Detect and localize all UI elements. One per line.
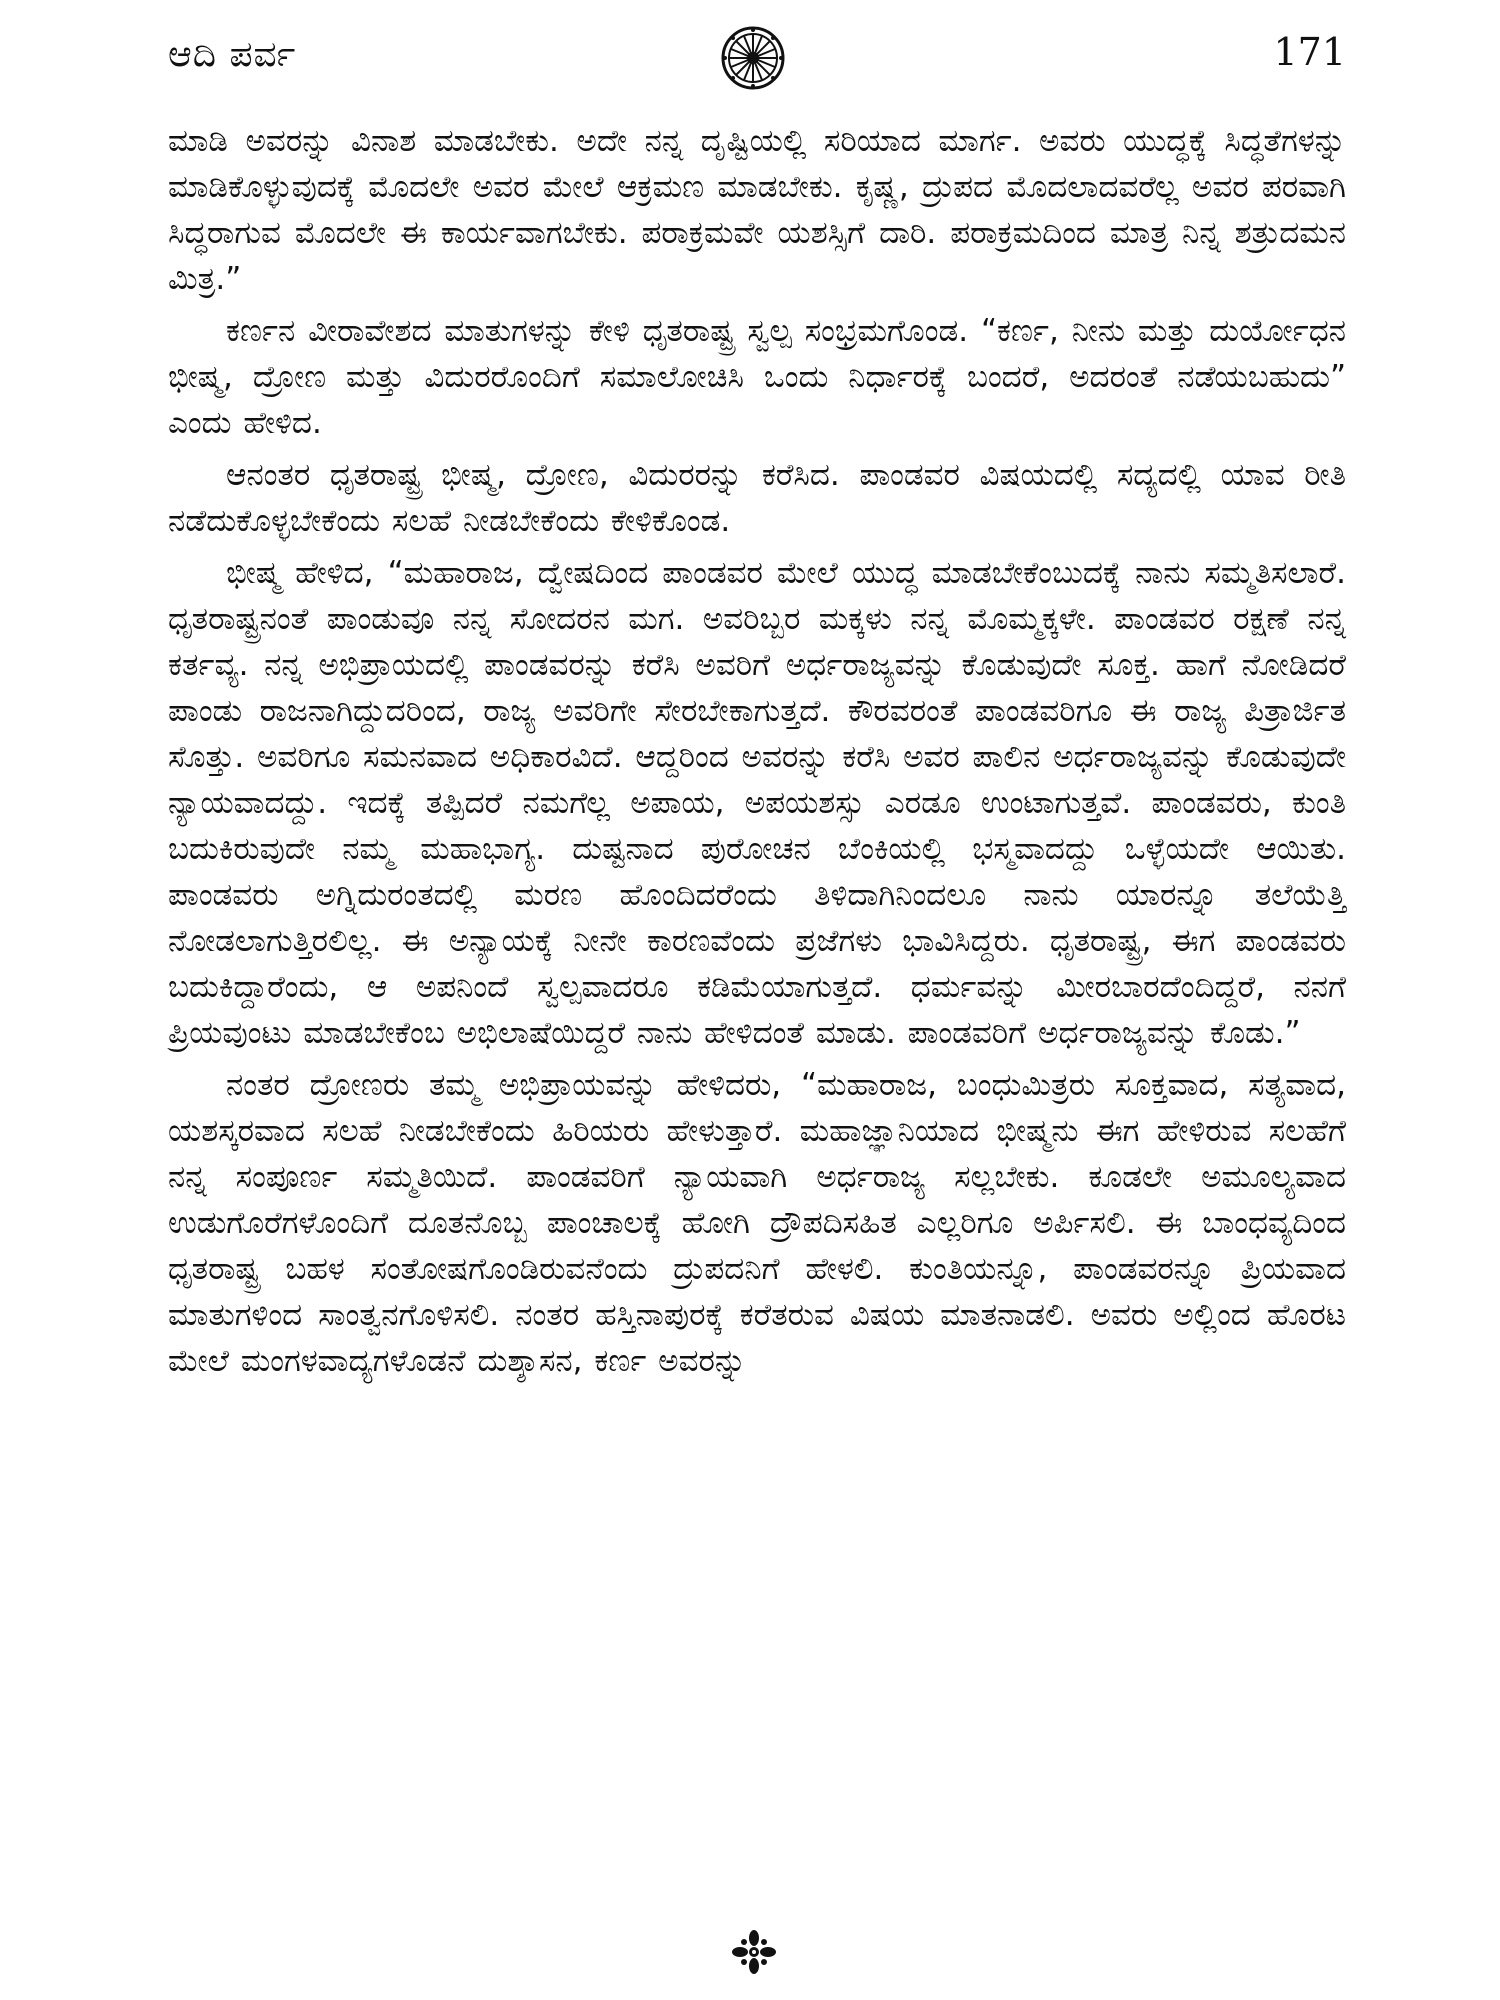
page-header	[168, 26, 1346, 96]
floral-ornament-icon	[732, 1930, 776, 1974]
paragraph: ಕರ್ಣನ ವೀರಾವೇಶದ ಮಾತುಗಳನ್ನು ಕೇಳಿ ಧೃತರಾಷ್ಟ್ರ ಸ್ವಲ್ಪ ಸಂಭ್ರಮಗೊಂಡ. “ಕರ್ಣ, ನೀನು ಮತ್ತು ದುರ್ಯೋಧನ ಭೀಷ್ಮ, ದ್ರೋಣ ಮತ್ತು ವಿದುರರೊಂದಿಗೆ ಸಮಾಲೋಚಿಸಿ ಒಂದು ನಿರ್ಧಾರಕ್ಕೆ ಬಂದರೆ, ಅದರಂತೆ ನಡೆಯಬಹುದು” ಎಂದು ಹೇಳಿದ.	[168, 313, 1346, 441]
chakra-wheel-icon	[721, 26, 785, 90]
section-title: ಆದಿ ಪರ್ವ	[168, 34, 297, 75]
paragraph: ನಂತರ ದ್ರೋಣರು ತಮ್ಮ ಅಭಿಪ್ರಾಯವನ್ನು ಹೇಳಿದರು, “ಮಹಾರಾಜ, ಬಂಧುಮಿತ್ರರು ಸೂಕ್ತವಾದ, ಸತ್ಯವಾದ, ಯಶಸ್ಕರವಾದ ಸಲಹೆ ನೀಡಬೇಕೆಂದು ಹಿರಿಯರು ಹೇಳುತ್ತಾರೆ. ಮಹಾಜ್ಞಾನಿಯಾದ ಭೀಷ್ಮನು ಈಗ ಹೇಳಿರುವ ಸಲಹೆಗೆ ನನ್ನ ಸಂಪೂರ್ಣ ಸಮ್ಮತಿಯಿದೆ. ಪಾಂಡವರಿಗೆ ನ್ಯಾಯವಾಗಿ ಅರ್ಧರಾಜ್ಯ ಸಲ್ಲಬೇಕು. ಕೂಡಲೇ ಅಮೂಲ್ಯವಾದ ಉಡುಗೊರೆಗಳೊಂದಿಗೆ ದೂತನೊಬ್ಬ ಪಾಂಚಾಲಕ್ಕೆ ಹೋಗಿ ದ್ರೌಪದಿಸಹಿತ ಎಲ್ಲರಿಗೂ ಅರ್ಪಿಸಲಿ. ಈ ಬಾಂಧವ್ಯದಿಂದ ಧೃತರಾಷ್ಟ್ರ ಬಹಳ ಸಂತೋಷಗೊಂಡಿರುವನೆಂದು ದ್ರುಪದನಿಗೆ ಹೇಳಲಿ. ಕುಂತಿಯನ್ನೂ, ಪಾಂಡವರನ್ನೂ ಪ್ರಿಯವಾದ ಮಾತುಗಳಿಂದ ಸಾಂತ್ವನಗೊಳಿಸಲಿ. ನಂತರ ಹಸ್ತಿನಾಪುರಕ್ಕೆ ಕರೆತರುವ ವಿಷಯ ಮಾತನಾಡಲಿ. ಅವರು ಅಲ್ಲಿಂದ ಹೊರಟ ಮೇಲೆ ಮಂಗಳವಾದ್ಯಗಳೊಡನೆ ದುಶ್ಶಾಸನ, ಕರ್ಣ ಅವರನ್ನು	[168, 1067, 1346, 1379]
body-text	[168, 118, 1346, 1390]
paragraph: ಮಾಡಿ ಅವರನ್ನು ವಿನಾಶ ಮಾಡಬೇಕು. ಅದೇ ನನ್ನ ದೃಷ್ಟಿಯಲ್ಲಿ ಸರಿಯಾದ ಮಾರ್ಗ. ಅವರು ಯುದ್ಧಕ್ಕೆ ಸಿದ್ಧತೆಗಳನ್ನು ಮಾಡಿಕೊಳ್ಳುವುದಕ್ಕೆ ಮೊದಲೇ ಅವರ ಮೇಲೆ ಆಕ್ರಮಣ ಮಾಡಬೇಕು. ಕೃಷ್ಣ, ದ್ರುಪದ ಮೊದಲಾದವರೆಲ್ಲ ಅವರ ಪರವಾಗಿ ಸಿದ್ಧರಾಗುವ ಮೊದಲೇ ಈ ಕಾರ್ಯವಾಗಬೇಕು. ಪರಾಕ್ರಮವೇ ಯಶಸ್ಸಿಗೆ ದಾರಿ. ಪರಾಕ್ರಮದಿಂದ ಮಾತ್ರ ನಿನ್ನ ಶತ್ರುದಮನ ಮಿತ್ರ.”	[168, 123, 1346, 297]
page-number: 171	[1273, 30, 1346, 74]
paragraph: ಆನಂತರ ಧೃತರಾಷ್ಟ್ರ ಭೀಷ್ಮ, ದ್ರೋಣ, ವಿದುರರನ್ನು ಕರೆಸಿದ. ಪಾಂಡವರ ವಿಷಯದಲ್ಲಿ ಸದ್ಯದಲ್ಲಿ ಯಾವ ರೀತಿ ನಡೆದುಕೊಳ್ಳಬೇಕೆಂದು ಸಲಹೆ ನೀಡಬೇಕೆಂದು ಕೇಳಿಕೊಂಡ.	[168, 457, 1346, 539]
paragraph: ಭೀಷ್ಮ ಹೇಳಿದ, “ಮಹಾರಾಜ, ದ್ವೇಷದಿಂದ ಪಾಂಡವರ ಮೇಲೆ ಯುದ್ಧ ಮಾಡಬೇಕೆಂಬುದಕ್ಕೆ ನಾನು ಸಮ್ಮತಿಸಲಾರೆ. ಧೃತರಾಷ್ಟ್ರನಂತೆ ಪಾಂಡುವೂ ನನ್ನ ಸೋದರನ ಮಗ. ಅವರಿಬ್ಬರ ಮಕ್ಕಳು ನನ್ನ ಮೊಮ್ಮಕ್ಕಳೇ. ಪಾಂಡವರ ರಕ್ಷಣೆ ನನ್ನ ಕರ್ತವ್ಯ. ನನ್ನ ಅಭಿಪ್ರಾಯದಲ್ಲಿ ಪಾಂಡವರನ್ನು ಕರೆಸಿ ಅವರಿಗೆ ಅರ್ಧರಾಜ್ಯವನ್ನು ಕೊಡುವುದೇ ಸೂಕ್ತ. ಹಾಗೆ ನೋಡಿದರೆ ಪಾಂಡು ರಾಜನಾಗಿದ್ದುದರಿಂದ, ರಾಜ್ಯ ಅವರಿಗೇ ಸೇರಬೇಕಾಗುತ್ತದೆ. ಕೌರವರಂತೆ ಪಾಂಡವರಿಗೂ ಈ ರಾಜ್ಯ ಪಿತ್ರಾರ್ಜಿತ ಸೊತ್ತು. ಅವರಿಗೂ ಸಮನವಾದ ಅಧಿಕಾರವಿದೆ. ಆದ್ದರಿಂದ ಅವರನ್ನು ಕರೆಸಿ ಅವರ ಪಾಲಿನ ಅರ್ಧರಾಜ್ಯವನ್ನು ಕೊಡುವುದೇ ನ್ಯಾಯವಾದದ್ದು. ಇದಕ್ಕೆ ತಪ್ಪಿದರೆ ನಮಗೆಲ್ಲ ಅಪಾಯ, ಅಪಯಶಸ್ಸು ಎರಡೂ ಉಂಟಾಗುತ್ತವೆ. ಪಾಂಡವರು, ಕುಂತಿ ಬದುಕಿರುವುದೇ ನಮ್ಮ ಮಹಾಭಾಗ್ಯ. ದುಷ್ಟನಾದ ಪುರೋಚನ ಬೆಂಕಿಯಲ್ಲಿ ಭಸ್ಮವಾದದ್ದು ಒಳ್ಳೆಯದೇ ಆಯಿತು. ಪಾಂಡವರು ಅಗ್ನಿದುರಂತದಲ್ಲಿ ಮರಣ ಹೊಂದಿದರೆಂದು ತಿಳಿದಾಗಿನಿಂದಲೂ ನಾನು ಯಾರನ್ನೂ ತಲೆಯೆತ್ತಿ ನೋಡಲಾಗುತ್ತಿರಲಿಲ್ಲ. ಈ ಅನ್ಯಾಯಕ್ಕೆ ನೀನೇ ಕಾರಣವೆಂದು ಪ್ರಜೆಗಳು ಭಾವಿಸಿದ್ದರು. ಧೃತರಾಷ್ಟ್ರ, ಈಗ ಪಾಂಡವರು ಬದುಕಿದ್ದಾರೆಂದು, ಆ ಅಪನಿಂದೆ ಸ್ವಲ್ಪವಾದರೂ ಕಡಿಮೆಯಾಗುತ್ತದೆ. ಧರ್ಮವನ್ನು ಮೀರಬಾರದೆಂದಿದ್ದರೆ, ನನಗೆ ಪ್ರಿಯವುಂಟು ಮಾಡಬೇಕೆಂಬ ಅಭಿಲಾಷೆಯಿದ್ದರೆ ನಾನು ಹೇಳಿದಂತೆ ಮಾಡು. ಪಾಂಡವರಿಗೆ ಅರ್ಧರಾಜ್ಯವನ್ನು ಕೊಡು.”	[168, 555, 1346, 1051]
